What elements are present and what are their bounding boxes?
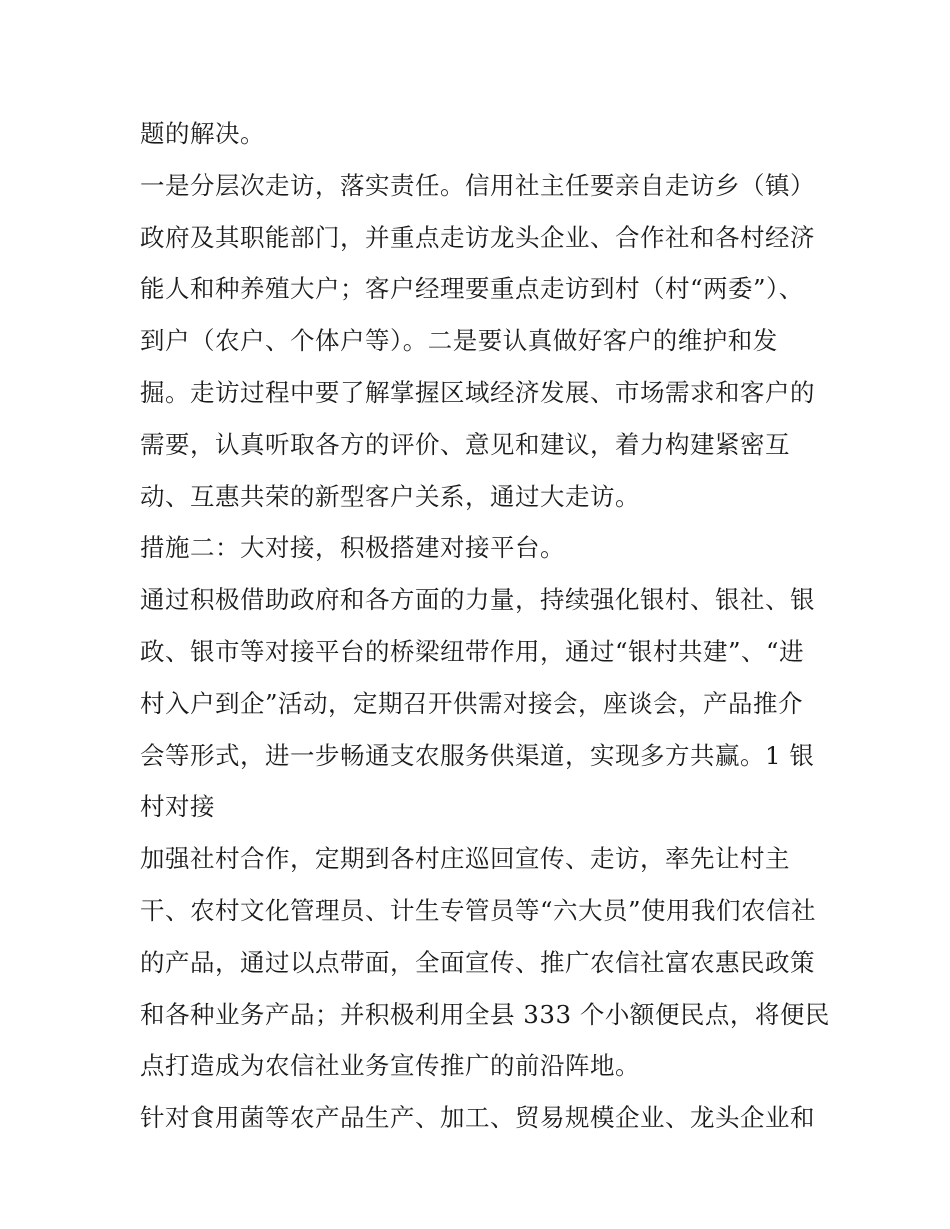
text-line: 通过积极借助政府和各方面的力量，持续强化银村、银社、银 bbox=[140, 585, 815, 615]
text-line: 一是分层次走访，落实责任。信用社主任要亲自走访乡（镇） bbox=[140, 170, 815, 200]
text-line: 的产品，通过以点带面，全面宣传、推广农信社富农惠民政策 bbox=[140, 947, 815, 977]
text-line: 掘。走访过程中要了解掌握区域经济发展、市场需求和客户的 bbox=[140, 377, 815, 407]
text-line: 动、互惠共荣的新型客户关系，通过大走访。 bbox=[140, 481, 640, 511]
text-line: 能人和种养殖大户；客户经理要重点走访到村（村“两委”）、 bbox=[140, 274, 804, 304]
text-line: 干、农村文化管理员、计生专管员等“六大员”使用我们农信社 bbox=[140, 895, 817, 925]
text-line: 需要，认真听取各方的评价、意见和建议，着力构建紧密互 bbox=[140, 429, 790, 459]
text-line: 和各种业务产品；并积极利用全县 333 个小额便民点，将便民 bbox=[140, 999, 830, 1029]
text-line: 题的解决。 bbox=[140, 119, 265, 148]
text-line: 点打造成为农信社业务宣传推广的前沿阵地。 bbox=[140, 1051, 640, 1081]
body-text bbox=[140, 108, 830, 1144]
text-line: 加强社村合作，定期到各村庄巡回宣传、走访，率先让村主 bbox=[140, 844, 790, 874]
text-line: 会等形式，进一步畅通支农服务供渠道，实现多方共赢。1 银 bbox=[140, 740, 815, 770]
section-heading: 措施二：大对接，积极搭建对接平台。 bbox=[140, 533, 565, 563]
text-line: 到户（农户、个体户等）。二是要认真做好客户的维护和发 bbox=[140, 326, 778, 356]
text-line: 政、银市等对接平台的桥梁纽带作用，通过“银村共建”、“进 bbox=[140, 636, 805, 666]
text-line: 政府及其职能部门，并重点走访龙头企业、合作社和各村经济 bbox=[140, 222, 815, 252]
text-line: 村对接 bbox=[140, 792, 215, 822]
text-line: 针对食用菌等农产品生产、加工、贸易规模企业、龙头企业和 bbox=[140, 1103, 815, 1133]
text-line: 村入户到企”活动，定期召开供需对接会，座谈会，产品推介 bbox=[140, 688, 804, 718]
